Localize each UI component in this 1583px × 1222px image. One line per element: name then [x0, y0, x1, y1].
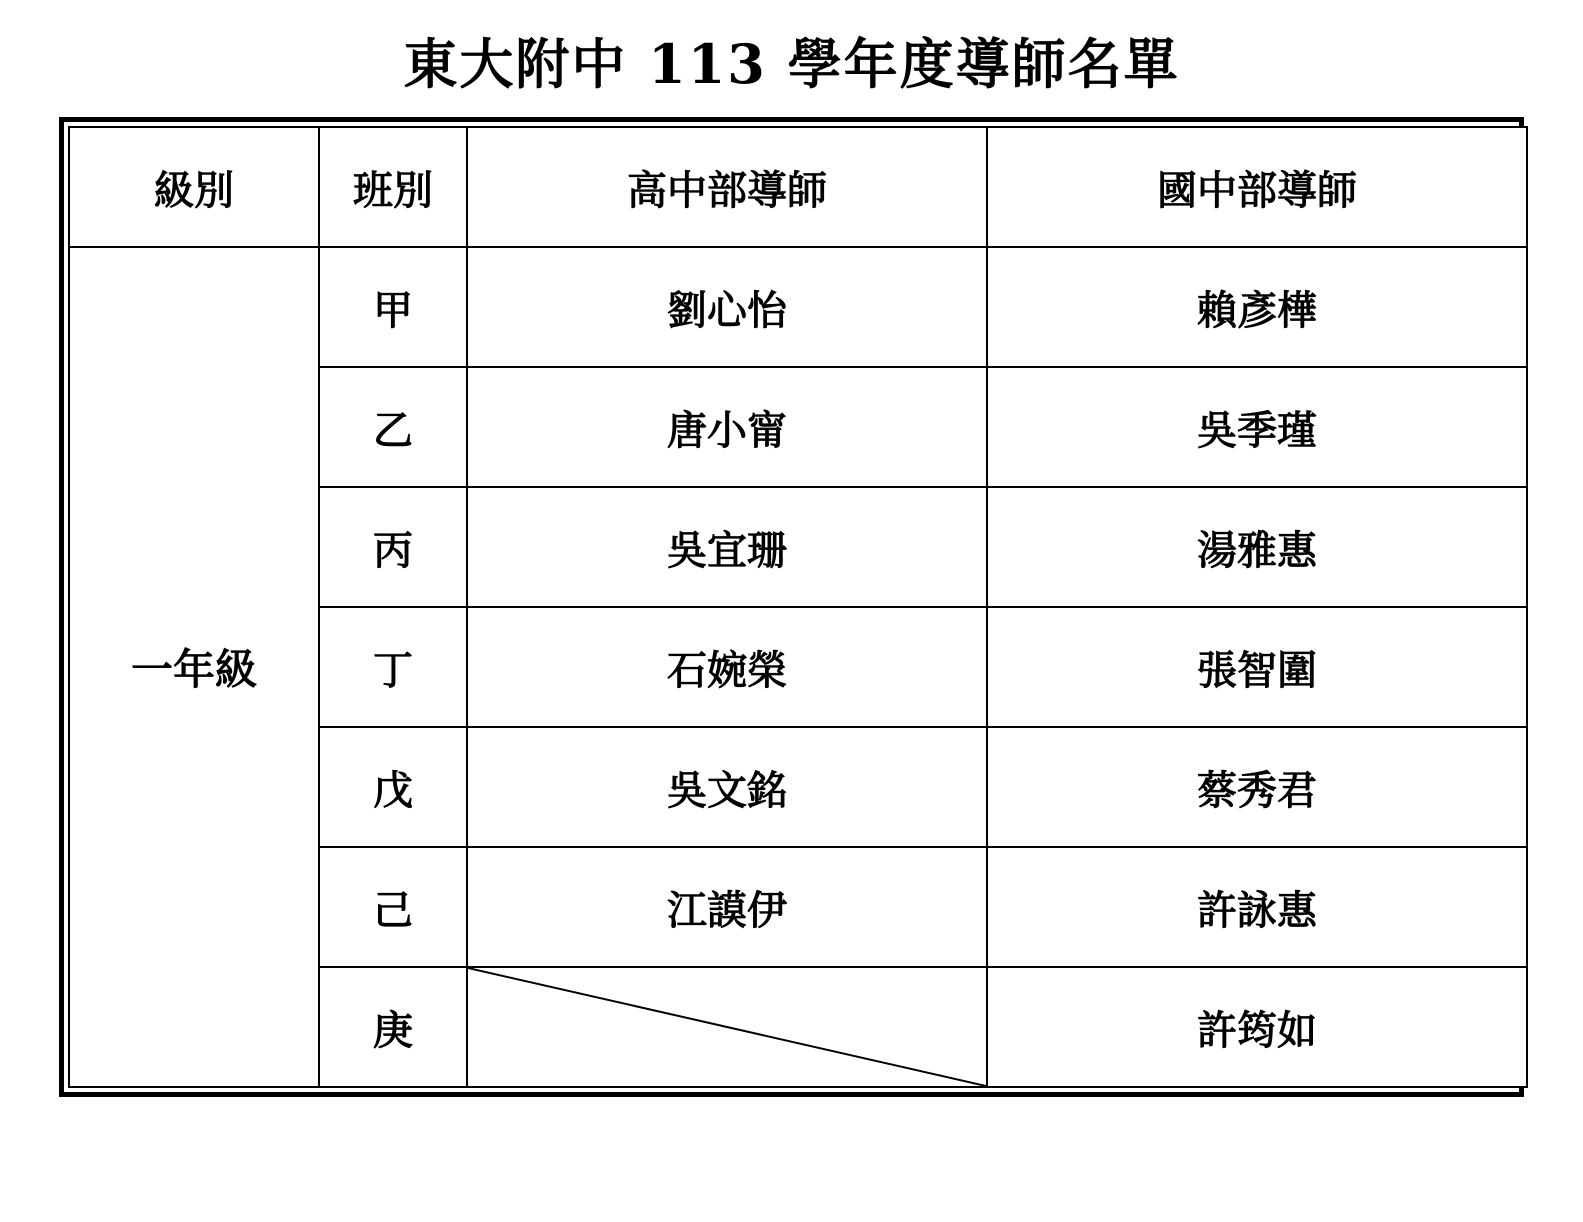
table-body [69, 247, 1527, 1087]
junior-teacher-cell: 湯雅惠 [987, 487, 1527, 607]
class-cell: 戊 [319, 727, 467, 847]
header-row [69, 127, 1527, 247]
senior-teacher-cell: 吳文銘 [467, 727, 987, 847]
column-header-junior-teacher: 國中部導師 [987, 127, 1527, 247]
junior-teacher-cell: 蔡秀君 [987, 727, 1527, 847]
document-page [0, 22, 1583, 1222]
junior-teacher-cell: 許詠惠 [987, 847, 1527, 967]
grade-cell: 一年級 [69, 247, 319, 1087]
class-cell: 丙 [319, 487, 467, 607]
senior-teacher-cell: 劉心怡 [467, 247, 987, 367]
diagonal-strike-icon [468, 968, 986, 1086]
senior-teacher-cell: 江謨伊 [467, 847, 987, 967]
junior-teacher-cell: 賴彥樺 [987, 247, 1527, 367]
class-cell: 庚 [319, 967, 467, 1087]
page-title: 東大附中 113 學年度導師名單 [403, 32, 1180, 96]
senior-teacher-cell-empty [467, 967, 987, 1087]
table-row [69, 247, 1527, 367]
roster-table-frame [59, 117, 1524, 1097]
class-cell: 己 [319, 847, 467, 967]
class-cell: 甲 [319, 247, 467, 367]
class-cell: 丁 [319, 607, 467, 727]
junior-teacher-cell: 張智圍 [987, 607, 1527, 727]
senior-teacher-cell: 吳宜珊 [467, 487, 987, 607]
senior-teacher-cell: 石婉榮 [467, 607, 987, 727]
junior-teacher-cell: 許筠如 [987, 967, 1527, 1087]
column-header-class: 班別 [319, 127, 467, 247]
column-header-senior-teacher: 高中部導師 [467, 127, 987, 247]
senior-teacher-cell: 唐小甯 [467, 367, 987, 487]
class-cell: 乙 [319, 367, 467, 487]
column-header-grade: 級別 [69, 127, 319, 247]
roster-table [68, 126, 1528, 1088]
junior-teacher-cell: 吳季瑾 [987, 367, 1527, 487]
table-header [69, 127, 1527, 247]
